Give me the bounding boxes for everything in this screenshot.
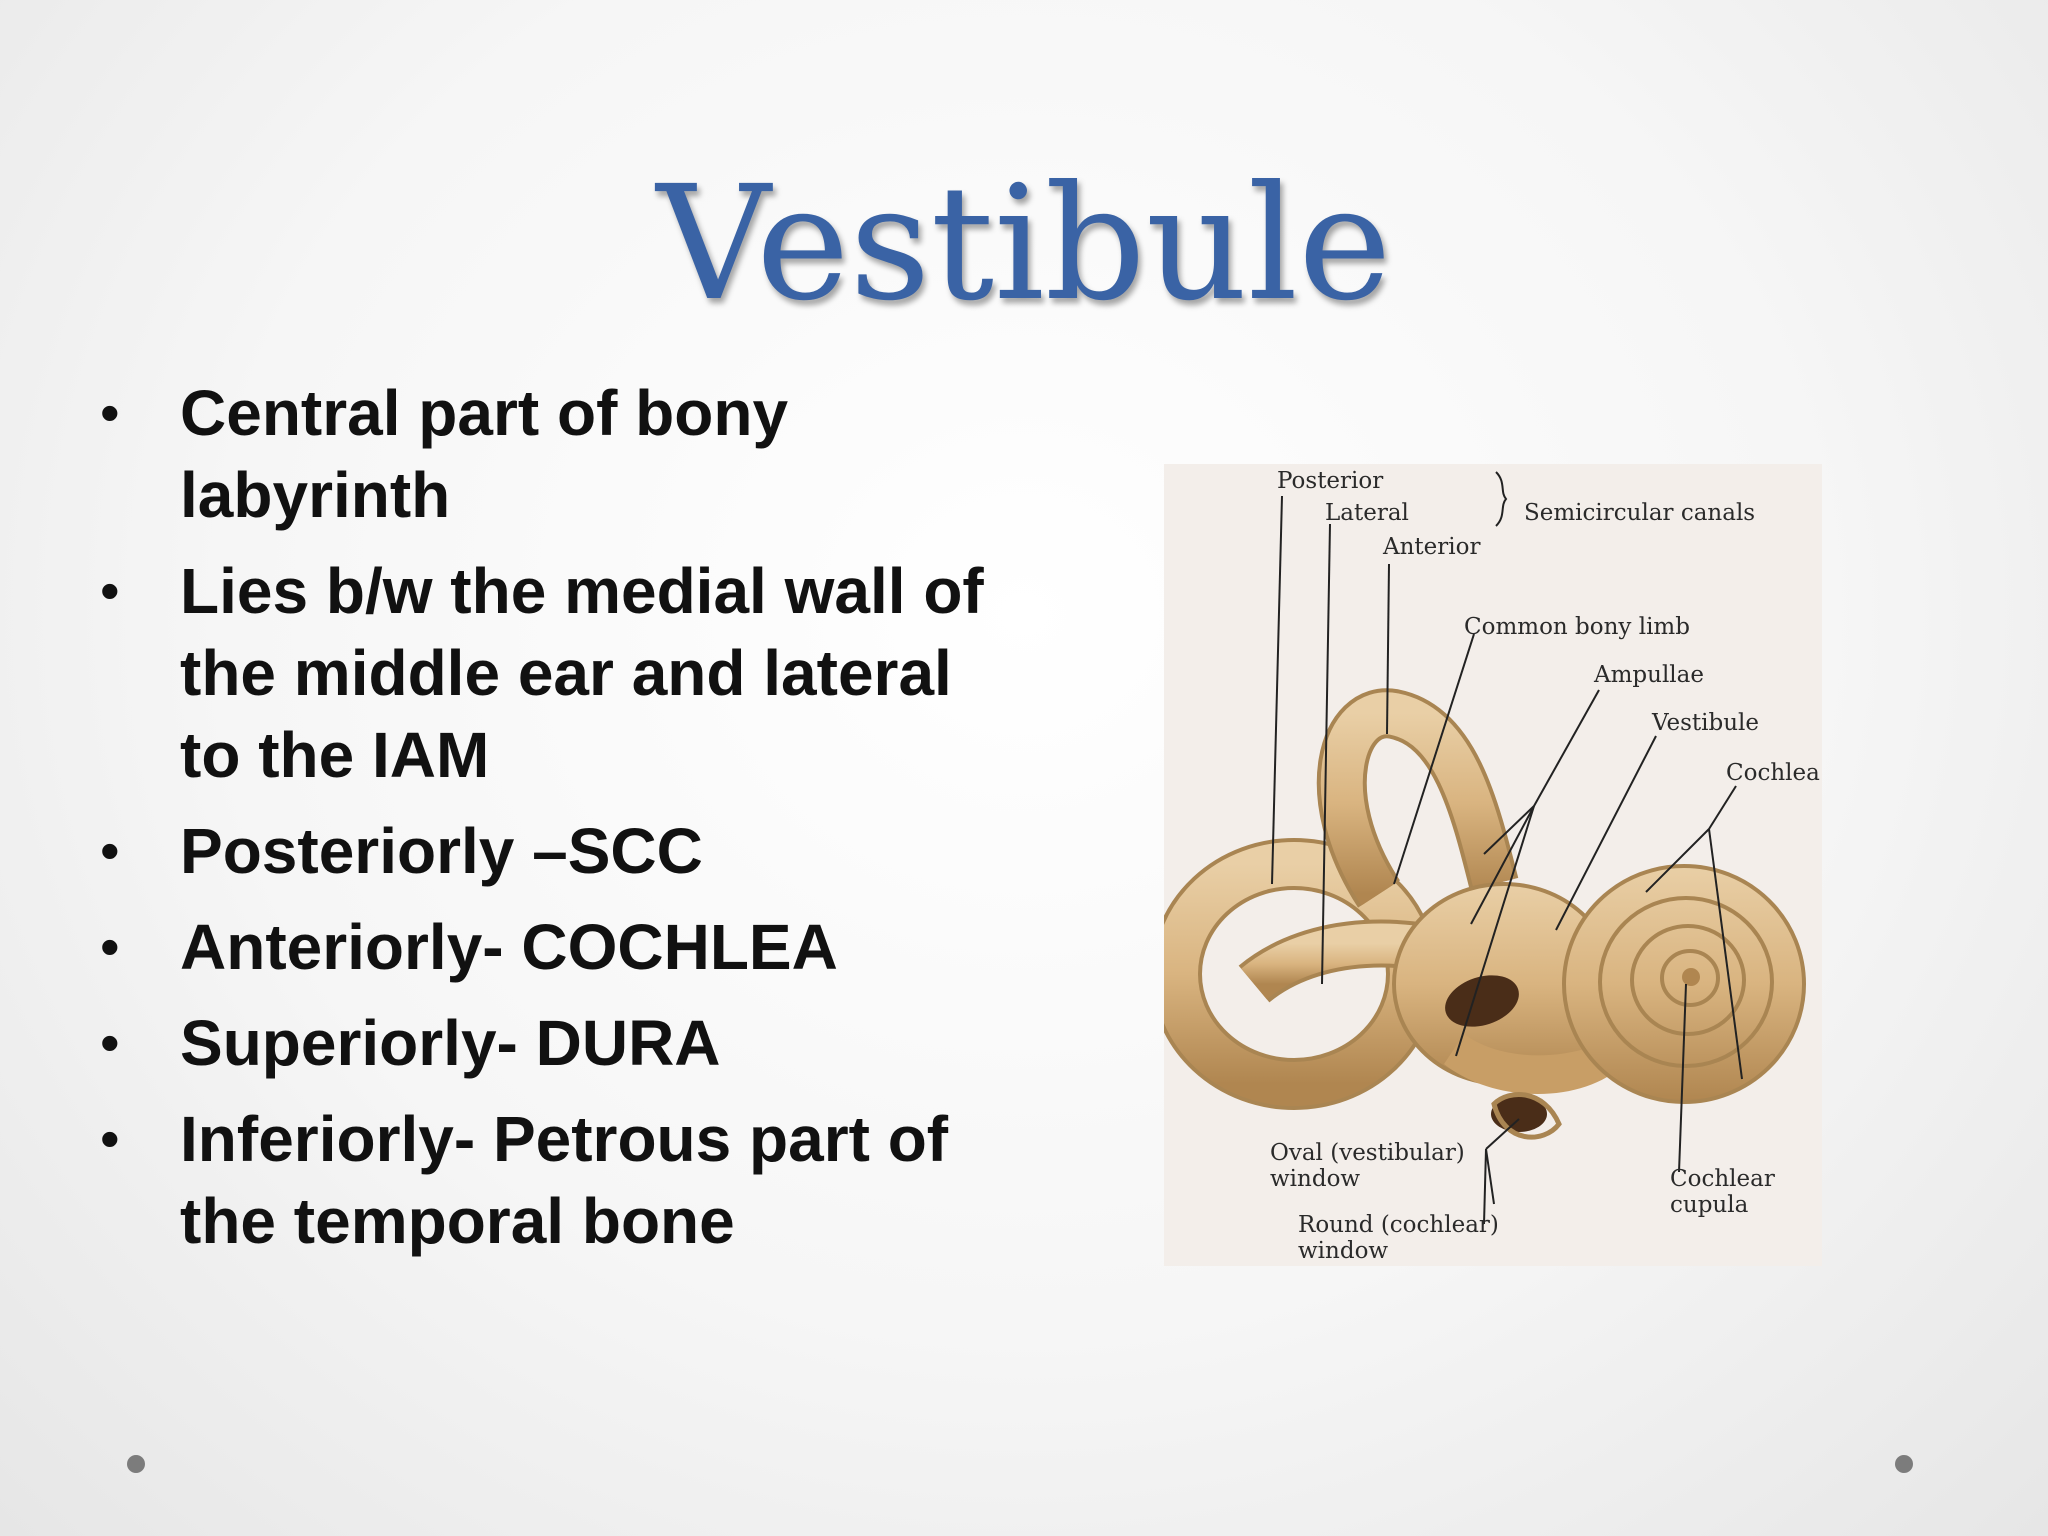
bullet-text: Posteriorly –SCC <box>180 815 703 887</box>
cochlea <box>1564 866 1804 1102</box>
bullet-item <box>100 1002 1000 1084</box>
bullet-item <box>100 550 1000 796</box>
bullet-icon: • <box>100 819 120 882</box>
bullet-icon: • <box>100 1107 120 1170</box>
bullet-text: Inferiorly- Petrous part of the temporal bone <box>180 1103 949 1257</box>
bullet-text: Central part of bony labyrinth <box>180 377 789 531</box>
bullet-text: Superiorly- DURA <box>180 1007 721 1079</box>
label-semicircular-canals: Semicircular canals <box>1524 500 1756 526</box>
right-decoration-dot <box>1895 1455 1913 1473</box>
label-oval-window-2: window <box>1270 1166 1361 1192</box>
bony-labyrinth-illustration <box>1164 464 1822 1266</box>
label-anterior: Anterior <box>1383 534 1481 560</box>
bullet-icon: • <box>100 915 120 978</box>
label-cochlear-cupula-2: cupula <box>1670 1192 1749 1218</box>
left-decoration-dot <box>127 1455 145 1473</box>
bullet-text: Lies b/w the medial wall of the middle ear and lateral to the IAM <box>180 555 984 791</box>
label-round-window: Round (cochlear) <box>1298 1212 1499 1238</box>
label-cochlea: Cochlea <box>1726 760 1820 786</box>
label-round-window-2: window <box>1298 1238 1389 1264</box>
label-common-bony-limb: Common bony limb <box>1464 614 1690 640</box>
bony-labyrinth-figure <box>1164 464 1822 1266</box>
bullet-icon: • <box>100 381 120 444</box>
anterior-semicircular-canal <box>1342 713 1494 894</box>
bullet-item <box>100 1098 1000 1262</box>
bullet-item <box>100 810 1000 892</box>
label-oval-window: Oval (vestibular) <box>1270 1140 1465 1166</box>
label-ampullae: Ampullae <box>1594 662 1704 688</box>
slide-title: Vestibule <box>656 152 1392 336</box>
label-cochlear-cupula: Cochlear <box>1670 1166 1775 1192</box>
bullet-list <box>100 372 1000 1276</box>
bullet-icon: • <box>100 559 120 622</box>
bullet-item <box>100 906 1000 988</box>
bullet-item <box>100 372 1000 536</box>
label-vestibule: Vestibule <box>1652 710 1760 736</box>
bullet-icon: • <box>100 1011 120 1074</box>
bullet-text: Anteriorly- COCHLEA <box>180 911 838 983</box>
label-lateral: Lateral <box>1325 500 1409 526</box>
label-posterior: Posterior <box>1277 468 1384 494</box>
